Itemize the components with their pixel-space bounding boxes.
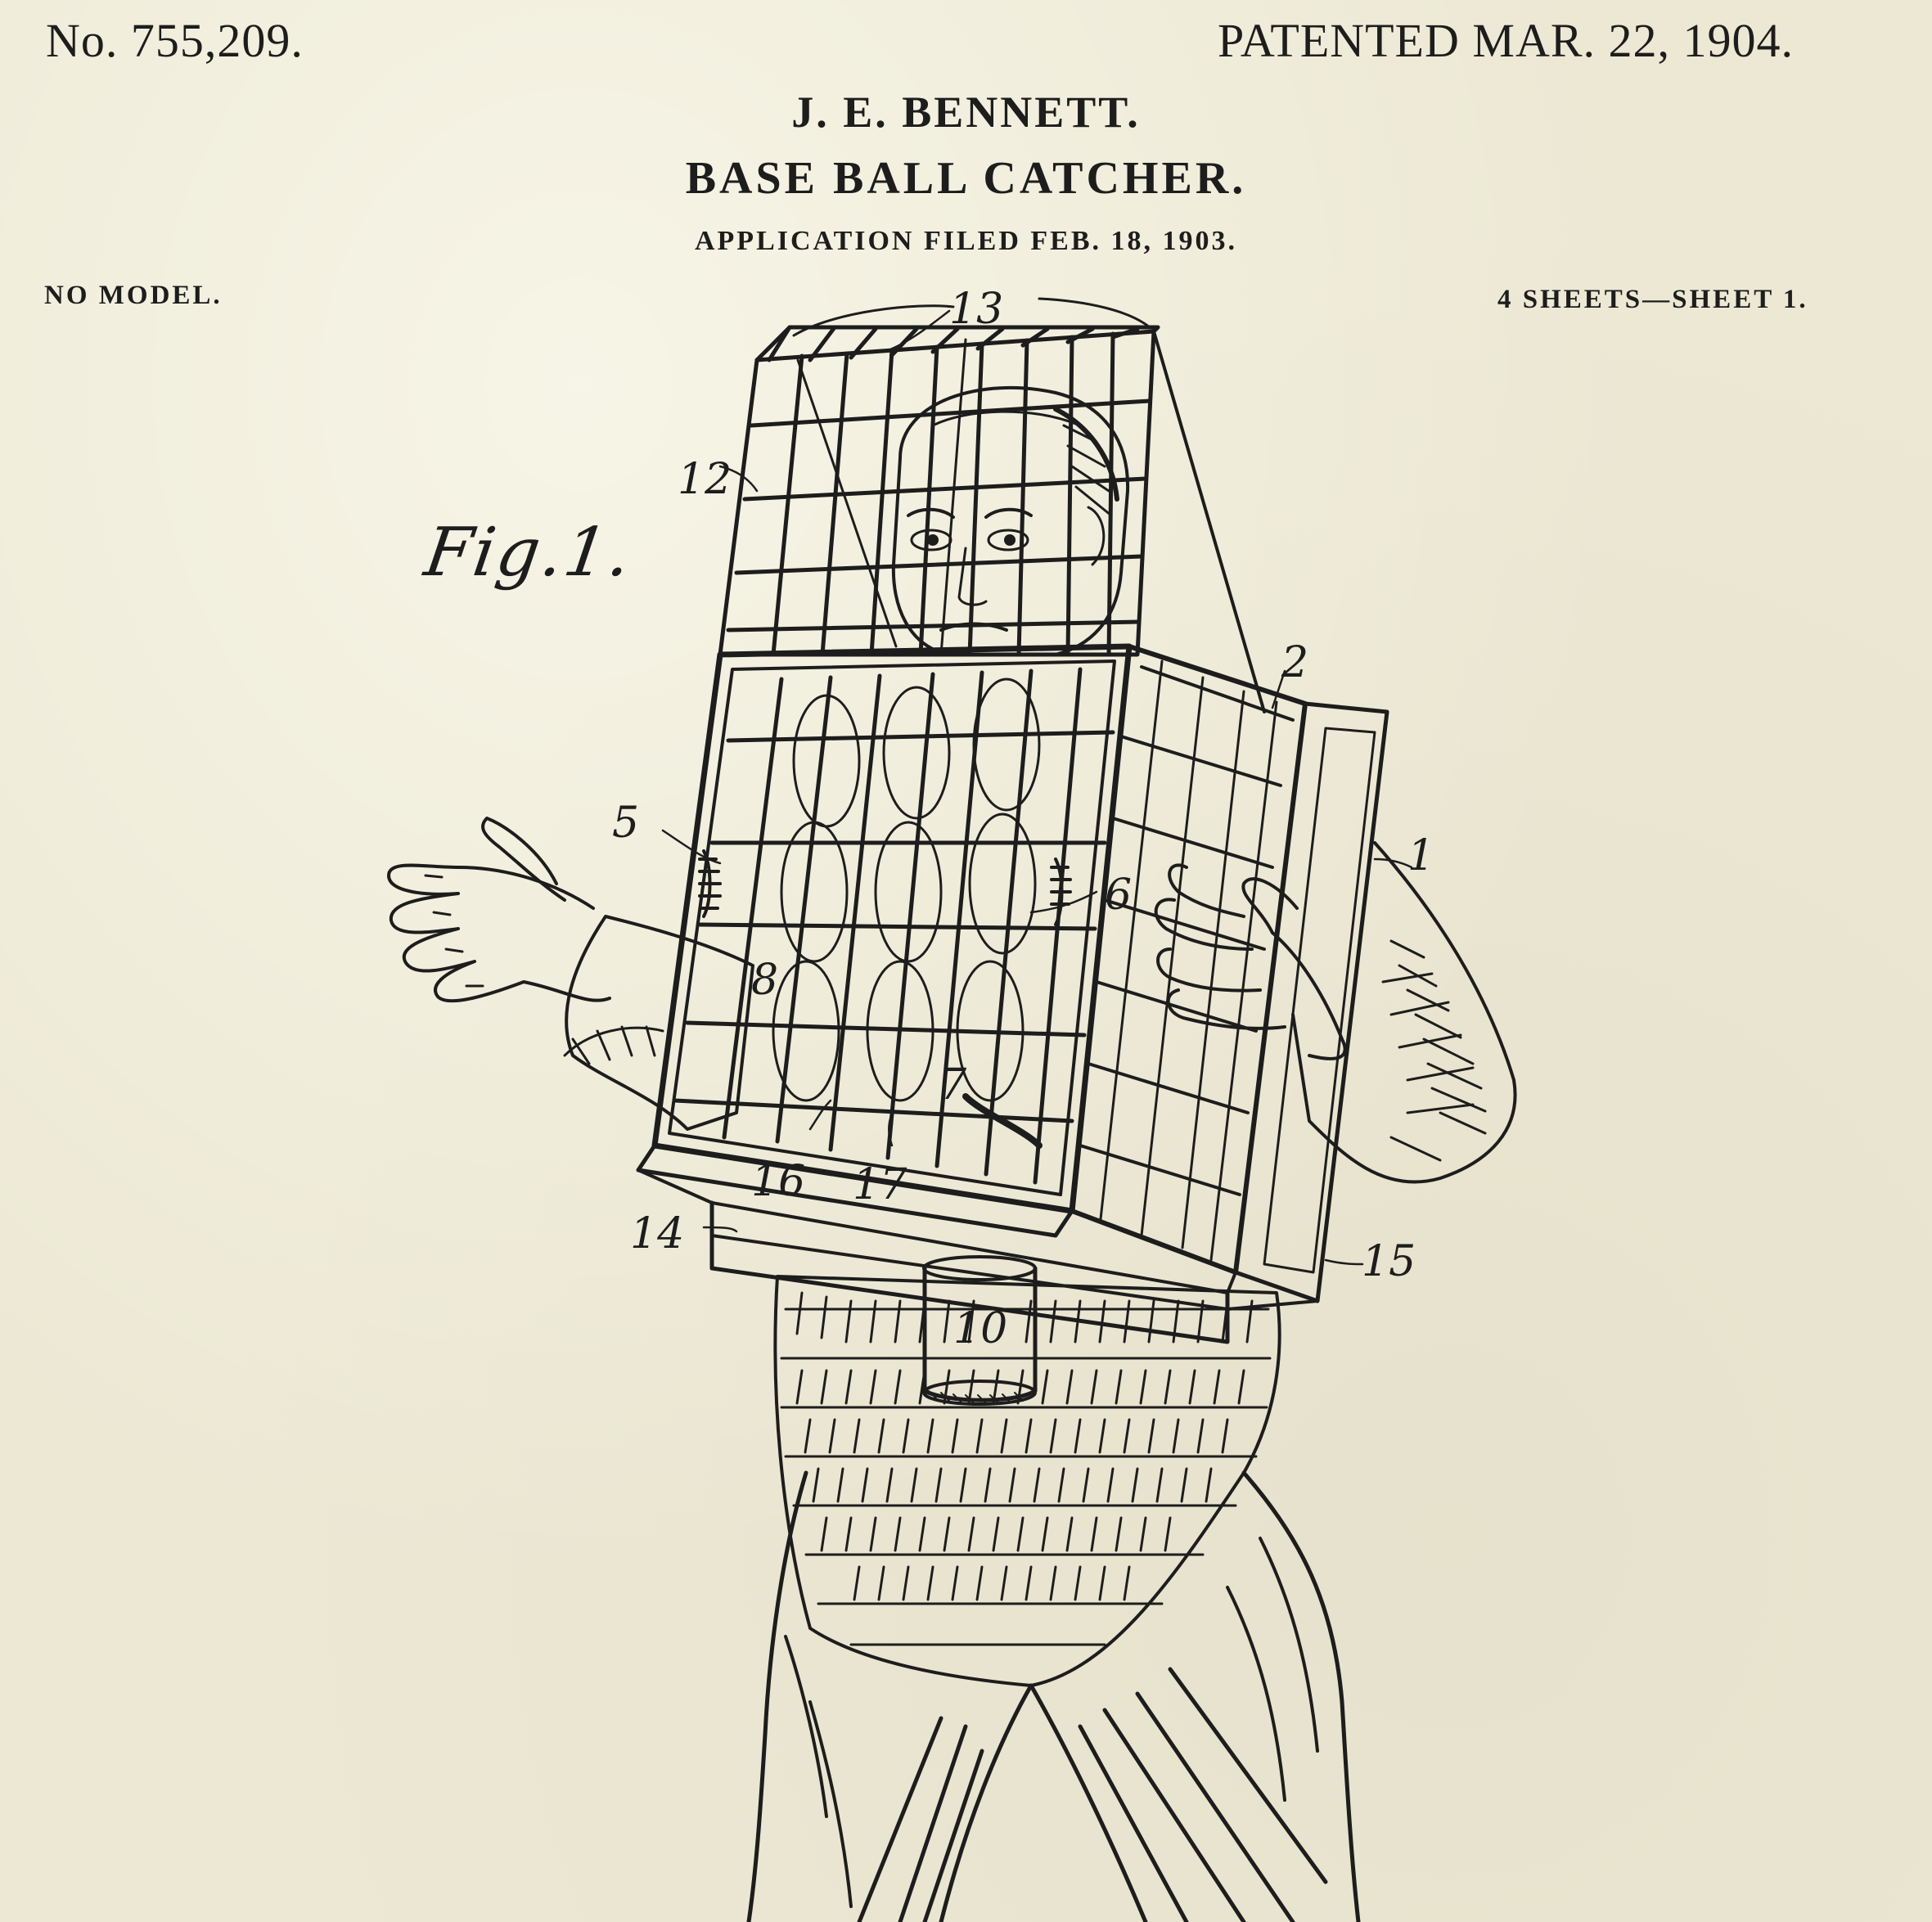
ref-5: 5 [612,799,640,848]
inventor-name: J. E. BENNETT. [791,88,1141,137]
no-model-note: NO MODEL. [44,281,223,310]
ref-7: 7 [939,1060,967,1110]
ref-15: 15 [1362,1237,1416,1286]
ref-12: 12 [678,455,732,504]
ref-8: 8 [751,956,779,1005]
patent-date: PATENTED MAR. 22, 1904. [1218,14,1795,67]
left-arm [389,818,753,1129]
ref-2: 2 [1281,638,1309,687]
ref-17: 17 [853,1160,907,1209]
ref-10: 10 [953,1304,1008,1353]
sheet-count: 4 SHEETS—SHEET 1. [1497,285,1808,314]
ref-6: 6 [1105,871,1133,920]
ref-13: 13 [949,285,1004,334]
ref-1: 1 [1407,831,1435,880]
invention-title: BASE BALL CATCHER. [685,153,1247,204]
figure-label: Fig.1. [420,514,637,592]
ref-14: 14 [630,1209,685,1258]
ref-16: 16 [751,1157,806,1206]
catcher-legs [749,1473,1358,1922]
application-filed-date: APPLICATION FILED FEB. 18, 1903. [694,226,1238,256]
patent-number: No. 755,209. [46,14,304,67]
